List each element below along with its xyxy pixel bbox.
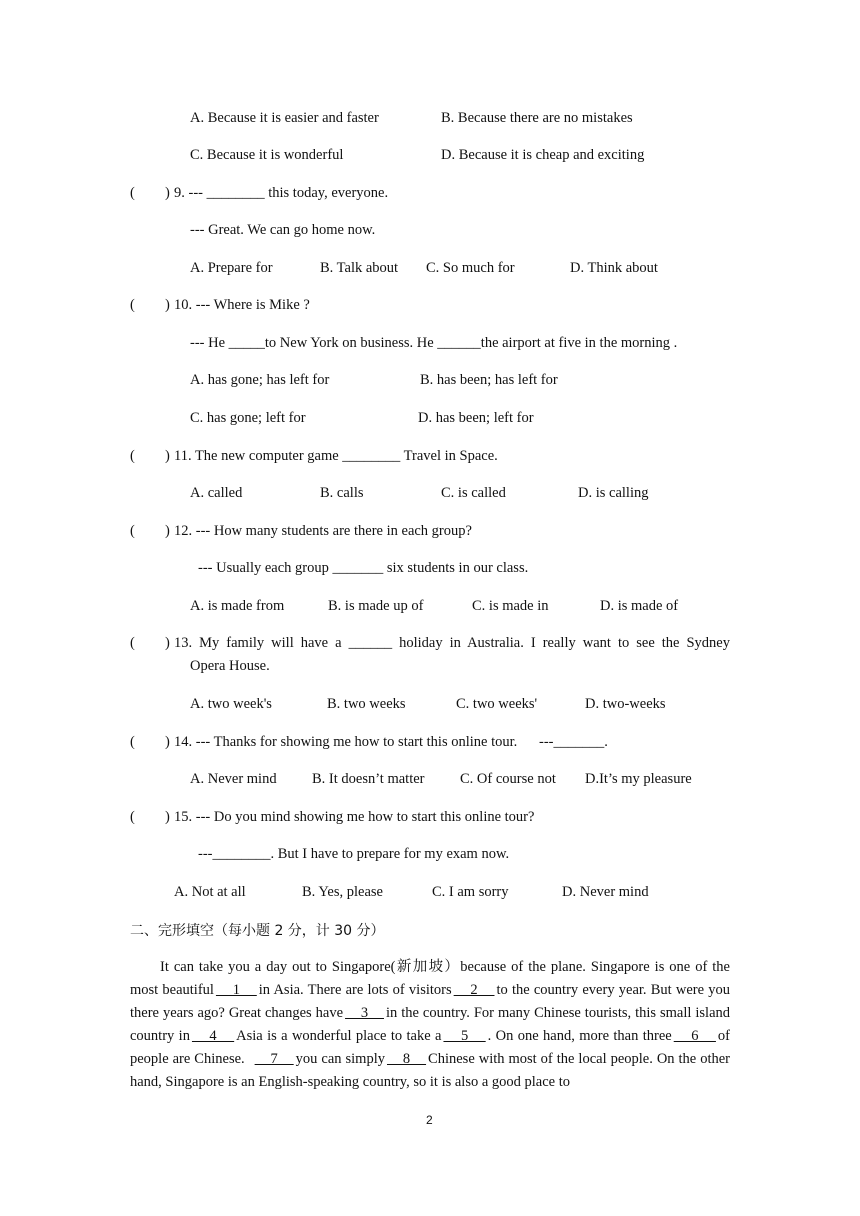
passage-text: It can take you a day out to Singapore(新加坡）because of the plane. Singapore is one of the most beautiful — [130, 959, 730, 998]
q13-option-d: D. two-weeks — [585, 696, 666, 712]
q13-option-a: A. two week's — [190, 696, 272, 712]
answer-paren-open: ( — [130, 297, 135, 313]
page-number: 2 — [426, 1113, 433, 1127]
blank-2: 2 — [453, 982, 495, 998]
answer-paren-close: ) — [165, 734, 170, 750]
section-title-cloze: 二、完形填空（每小题 2 分，计 30 分） — [130, 923, 385, 939]
answer-paren-close: ) — [165, 448, 170, 464]
answer-paren-close: ) — [165, 297, 170, 313]
answer-paren-open: ( — [130, 809, 135, 825]
q13-stem-continued: Opera House. — [190, 658, 270, 674]
q15-option-b: B. Yes, please — [302, 884, 383, 900]
q9-option-b: B. Talk about — [320, 260, 399, 276]
q13-option-b: B. two weeks — [327, 696, 406, 712]
q8-option-a: A. Because it is easier and faster — [190, 110, 379, 126]
passage-text: Asia is a wonderful place to take a — [236, 1028, 442, 1044]
q13-stem: 13. My family will have a ______ holiday in Australia. I really want to see the Sydney — [174, 635, 730, 651]
q14-option-d: D.It’s my pleasure — [585, 771, 692, 787]
answer-paren-open: ( — [130, 448, 135, 464]
q10-option-d: D. has been; left for — [418, 410, 534, 426]
cloze-passage — [130, 956, 730, 1094]
q10-stem: 10. --- Where is Mike ? — [174, 297, 310, 313]
q12-option-d: D. is made of — [600, 598, 679, 614]
q10-reply: --- He _____to New York on business. He ______the airport at five in the morning . — [190, 335, 678, 351]
q15-stem: 15. --- Do you mind showing me how to start this online tour? — [174, 809, 535, 825]
q9-stem: 9. --- ________ this today, everyone. — [174, 185, 389, 201]
q15-option-d: D. Never mind — [562, 884, 649, 900]
passage-text: in Asia. There are lots of visitors — [258, 982, 452, 998]
q9-reply: --- Great. We can go home now. — [190, 222, 376, 238]
answer-paren-open: ( — [130, 523, 135, 539]
passage-text: of people are Chinese. — [130, 1028, 731, 1067]
answer-paren-close: ) — [165, 635, 170, 651]
q11-option-a: A. called — [190, 485, 243, 501]
q10-option-b: B. has been; has left for — [420, 372, 558, 388]
passage-text: you can simply — [295, 1051, 385, 1067]
blank-6: 6 — [673, 1028, 716, 1044]
passage-text: in the country. For many Chinese tourists, this small island country in — [130, 1005, 731, 1044]
q8-option-b: B. Because there are no mistakes — [441, 110, 633, 126]
blank-3: 3 — [345, 1005, 384, 1021]
q11-option-d: D. is calling — [578, 485, 649, 501]
answer-paren-close: ) — [165, 809, 170, 825]
q14-option-c: C. Of course not — [460, 771, 556, 787]
answer-paren-open: ( — [130, 734, 135, 750]
q9-option-a: A. Prepare for — [190, 260, 273, 276]
q9-option-c: C. So much for — [426, 260, 515, 276]
answer-paren-close: ) — [165, 185, 170, 201]
passage-text: to the country every year. But were you there years ago? Great changes have — [130, 982, 731, 1021]
q12-option-b: B. is made up of — [328, 598, 424, 614]
answer-paren-close: ) — [165, 523, 170, 539]
q12-option-a: A. is made from — [190, 598, 285, 614]
q9-option-d: D. Think about — [570, 260, 658, 276]
q12-reply: --- Usually each group _______ six students in our class. — [198, 560, 529, 576]
blank-1: 1 — [215, 982, 257, 998]
passage-text: Chinese with most of the local people. On the other hand, Singapore is an English-speaking country, so it is also a good place to — [130, 1051, 731, 1090]
q8-option-c: C. Because it is wonderful — [190, 147, 344, 163]
answer-paren-open: ( — [130, 635, 135, 651]
blank-5: 5 — [443, 1028, 486, 1044]
blank-8: 8 — [386, 1051, 427, 1067]
passage-text: . On one hand, more than three — [487, 1028, 672, 1044]
q14-option-a: A. Never mind — [190, 771, 277, 787]
q14-stem: 14. --- Thanks for showing me how to start this online tour. ---_______. — [174, 734, 608, 750]
q12-option-c: C. is made in — [472, 598, 549, 614]
q11-option-b: B. calls — [320, 485, 364, 501]
q10-option-a: A. has gone; has left for — [190, 372, 330, 388]
blank-4: 4 — [191, 1028, 235, 1044]
q11-option-c: C. is called — [441, 485, 506, 501]
q8-option-d: D. Because it is cheap and exciting — [441, 147, 645, 163]
q10-option-c: C. has gone; left for — [190, 410, 306, 426]
q14-option-b: B. It doesn’t matter — [312, 771, 425, 787]
blank-7: 7 — [254, 1051, 294, 1067]
answer-paren-open: ( — [130, 185, 135, 201]
q15-option-a: A. Not at all — [174, 884, 246, 900]
q13-option-c: C. two weeks' — [456, 696, 538, 712]
q15-option-c: C. I am sorry — [432, 884, 509, 900]
q15-reply: ---________. But I have to prepare for my exam now. — [198, 846, 510, 862]
q12-stem: 12. --- How many students are there in each group? — [174, 523, 472, 539]
q11-stem: 11. The new computer game ________ Travel in Space. — [174, 448, 498, 464]
